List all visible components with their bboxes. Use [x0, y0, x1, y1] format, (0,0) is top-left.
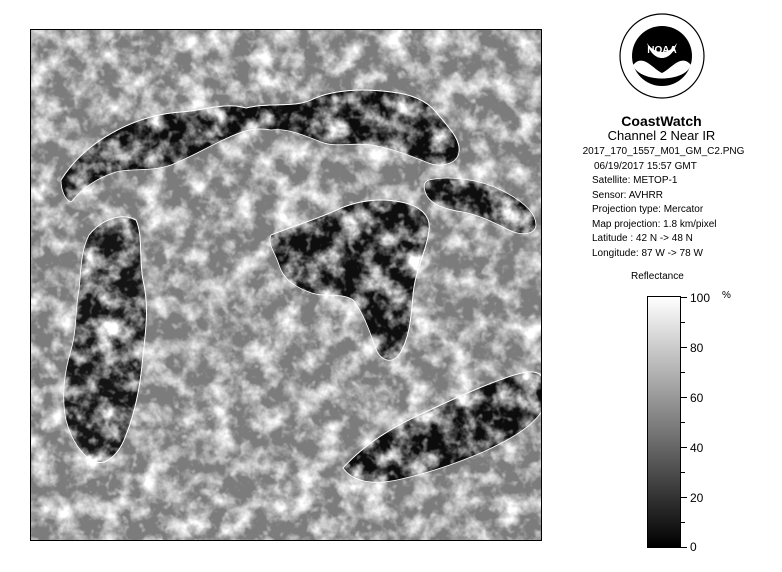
colorbar-minor-tick: [681, 422, 685, 423]
colorbar-label-0: 0: [690, 540, 697, 554]
map-projection-label: Map projection: 1.8 km/pixel: [592, 218, 717, 230]
colorbar-tick: [681, 297, 687, 298]
product-title: CoastWatch: [621, 113, 702, 129]
colorbar-label-40: 40: [690, 441, 704, 455]
colorbar-minor-tick: [681, 522, 685, 523]
satellite-image-great-lakes: [30, 29, 542, 541]
noaa-logo: [619, 13, 705, 99]
acquisition-datetime: 06/19/2017 15:57 GMT: [594, 160, 697, 172]
colorbar-label-80: 80: [690, 341, 704, 355]
sensor-label: Sensor: AVHRR: [592, 189, 663, 201]
colorbar-tick: [681, 397, 687, 398]
legend-unit: %: [722, 290, 731, 301]
latitude-range-label: Latitude : 42 N -> 48 N: [592, 233, 693, 244]
colorbar-minor-tick: [681, 472, 685, 473]
colorbar-minor-tick: [681, 372, 685, 373]
satellite-label: Satellite: METOP-1: [592, 175, 678, 186]
cloud-speckle: [31, 30, 542, 541]
colorbar-tick: [681, 547, 687, 548]
colorbar-tick: [681, 447, 687, 448]
projection-type-label: Projection type: Mercator: [592, 204, 704, 215]
reflectance-colorbar: [647, 296, 681, 548]
noaa-logo-text: NOAA: [647, 45, 677, 56]
colorbar-label-60: 60: [690, 391, 704, 405]
colorbar-label-20: 20: [690, 491, 704, 505]
legend-title: Reflectance: [631, 271, 684, 282]
colorbar-tick: [681, 347, 687, 348]
colorbar-label-100: 100: [690, 291, 711, 305]
colorbar-minor-tick: [681, 322, 685, 323]
file-name: 2017_170_1557_M01_GM_C2.PNG: [582, 146, 745, 157]
product-info: [566, 113, 761, 261]
longitude-range-label: Longitude: 87 W -> 78 W: [592, 247, 703, 259]
channel-label: Channel 2 Near IR: [607, 128, 716, 143]
colorbar-tick: [681, 497, 687, 498]
